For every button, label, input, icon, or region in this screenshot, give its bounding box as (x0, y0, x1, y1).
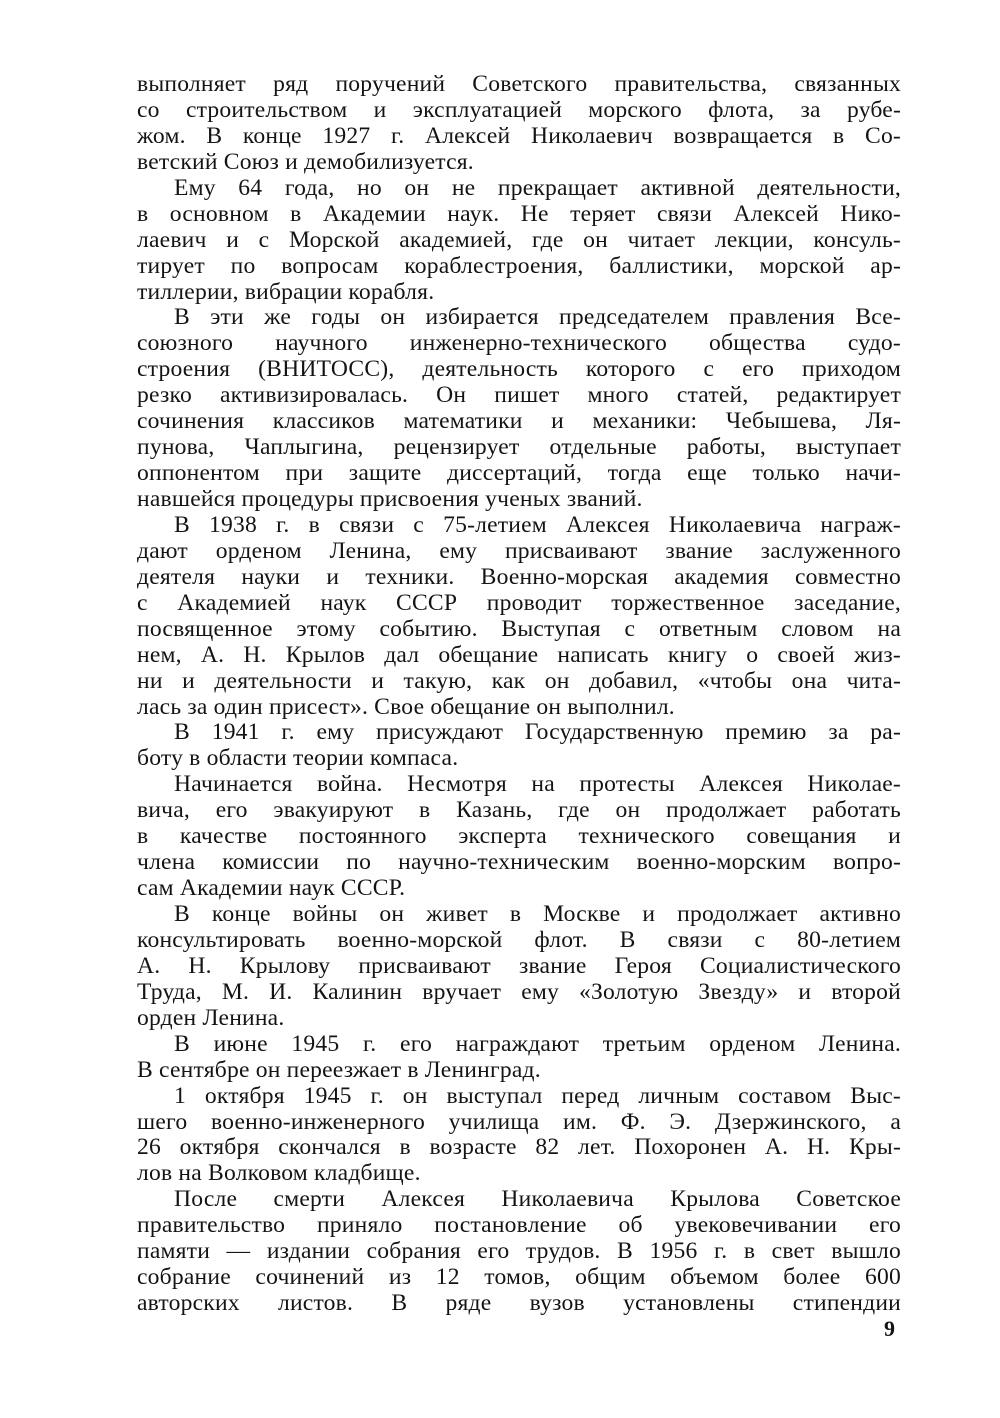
text-line: В 1941 г. ему присуждают Государственную премию за ра- (174, 719, 901, 746)
text-line: вича, его эвакуируют в Казань, где он продолжает работать (137, 797, 901, 824)
text-line: боту в области теории компаса. (137, 745, 459, 772)
text-line: В эти же годы он избирается председателем правления Все- (174, 304, 901, 331)
text-line: сам Академии наук СССР. (137, 875, 406, 902)
page-number: 9 (884, 1316, 895, 1341)
text-line: 1 октября 1945 г. он выступал перед личным составом Выс- (174, 1082, 901, 1109)
text-line: авторских листов. В ряде вузов установлены стипендии (137, 1290, 901, 1317)
text-line: посвященное этому событию. Выступая с ответным словом на (137, 615, 901, 642)
text-line: В июне 1945 г. его награждают третьим орденом Ленина. (174, 1030, 901, 1057)
paragraph (137, 1084, 901, 1188)
text-line: Ему 64 года, но он не прекращает активной деятельности, (174, 174, 901, 201)
paragraph (137, 902, 901, 1032)
body-text (137, 72, 901, 1317)
text-line: ни и деятельности и такую, как он добавил, «чтобы она чита- (137, 667, 901, 694)
text-line: союзного научного инженерно-технического общества судо- (137, 330, 901, 357)
text-line: тиллерии, вибрации корабля. (137, 278, 435, 305)
text-line: правительство приняло постановление об увековечивании его (137, 1212, 901, 1239)
text-line: с Академией наук СССР проводит торжественное заседание, (137, 589, 901, 616)
text-line: В конце войны он живет в Москве и продолжает активно (174, 901, 901, 927)
paragraph (137, 176, 901, 306)
text-line: После смерти Алексея Николаевича Крылова Советское (174, 1186, 901, 1213)
text-line: выполняет ряд поручений Советского правительства, связанных (137, 71, 901, 97)
text-line: В сентябре он переезжает в Ленинград. (137, 1056, 541, 1083)
text-line: орден Ленина. (137, 1004, 285, 1031)
text-line: 26 октября скончался в возрасте 82 лет. Похоронен А. Н. Кры- (137, 1134, 901, 1161)
text-line: резко активизировалась. Он пишет много статей, редактирует (137, 382, 901, 409)
paragraph (137, 1032, 901, 1084)
text-line: шего военно-инженерного училища им. Ф. Э. Дзержинского, а (137, 1108, 901, 1135)
text-line: А. Н. Крылову присваивают звание Героя Социалистического (137, 952, 901, 979)
text-line: сочинения классиков математики и механики: Чебышева, Ля- (137, 408, 901, 435)
paragraph (137, 1187, 901, 1317)
text-line: В 1938 г. в связи с 75-летием Алексея Николаевича награж- (174, 511, 901, 538)
text-line: консультировать военно-морской флот. В связи с 80-летием (137, 926, 901, 953)
text-line: в основном в Академии наук. Не теряет связи Алексей Нико- (137, 200, 901, 227)
paragraph (137, 772, 901, 902)
paragraph (137, 513, 901, 721)
text-line: лаевич и с Морской академией, где он читает лекции, консуль- (137, 226, 901, 253)
paragraph (137, 720, 901, 772)
text-line: памяти — издании собрания его трудов. В 1956 г. в свет вышло (137, 1238, 901, 1265)
text-line: тирует по вопросам кораблестроения, баллистики, морской ар- (137, 252, 901, 279)
text-line: оппонентом при защите диссертаций, тогда еще только начи- (137, 460, 901, 487)
text-line: строения (ВНИТОСС), деятельность которого с его приходом (137, 356, 901, 383)
text-line: лась за один присест». Свое обещание он выполнил. (137, 693, 675, 720)
text-line: ветский Союз и демобилизуется. (137, 148, 474, 175)
text-line: Труда, М. И. Калинин вручает ему «Золотую Звезду» и второй (137, 978, 901, 1005)
text-line: деятеля науки и техники. Военно-морская академия совместно (137, 563, 901, 590)
text-line: собрание сочинений из 12 томов, общим объемом более 600 (137, 1264, 901, 1291)
text-line: члена комиссии по научно-техническим военно-морским вопро- (137, 849, 901, 876)
text-line: жом. В конце 1927 г. Алексей Николаевич возвращается в Со- (137, 122, 901, 149)
text-line: лов на Волковом кладбище. (137, 1160, 421, 1187)
paragraph (137, 305, 901, 513)
text-line: в качестве постоянного эксперта технического совещания и (137, 823, 901, 850)
text-line: навшейся процедуры присвоения ученых званий. (137, 486, 643, 512)
text-line: нем, А. Н. Крылов дал обещание написать книгу о своей жиз- (137, 641, 901, 668)
text-line: Начинается война. Несмотря на протесты Алексея Николае- (174, 771, 901, 798)
text-line: со строительством и эксплуатацией морского флота, за рубе- (137, 96, 901, 123)
text-line: дают орденом Ленина, ему присваивают звание заслуженного (137, 537, 901, 564)
text-line: пунова, Чаплыгина, рецензирует отдельные работы, выступает (137, 434, 901, 461)
paragraph (137, 72, 901, 176)
